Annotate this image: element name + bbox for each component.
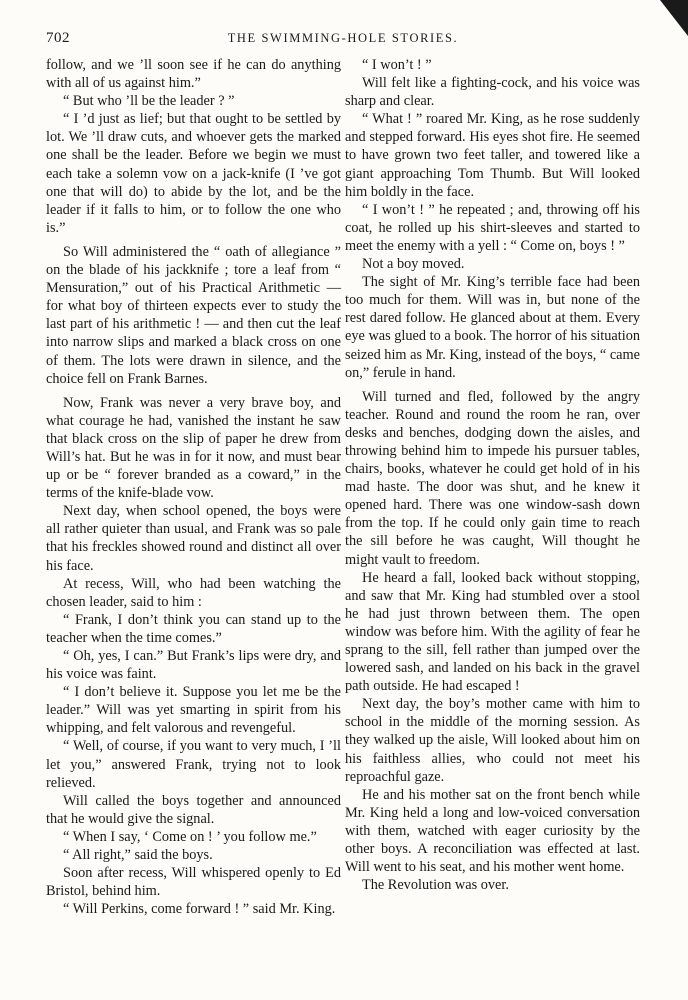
paragraph: “ Well, of course, if you want to very much, I ’ll let you,” answered Frank, trying not to look relieved. — [46, 738, 341, 791]
paragraph: “ When I say, ‘ Come on ! ’ you follow me.” — [63, 828, 317, 845]
paragraph: “ What ! ” roared Mr. King, as he rose suddenly and stepped forward. His eyes shot fire. He seemed to have grown two feet taller, and towered like a giant approaching Tom Thumb. But Will looked him boldly in the face. — [345, 111, 640, 200]
paragraph: “ I don’t believe it. Suppose you let me be the leader.” Will was yet smarting in spirit from his whipping, and felt valorous and revengeful. — [46, 684, 341, 737]
right-text-column — [345, 56, 640, 894]
paragraph: “ Oh, yes, I can.” But Frank’s lips were dry, and his voice was faint. — [46, 648, 341, 683]
page-corner-mark — [648, 0, 688, 40]
paragraph: He heard a fall, looked back without stopping, and saw that Mr. King had stumbled over a stool he had just thrown between them. The open window was before him. With the agility of fear he sprang to the sill, fell rather than jumped over the lowered sash, and landed on his back in the gravel path outside. He had escaped ! — [345, 569, 640, 695]
paragraph: “ I won’t ! ” he repeated ; and, throwing off his coat, he rolled up his shirt-sleeves and started to meet the enemy with a yell : “ Come on, boys ! ” — [345, 201, 640, 254]
paragraph: Will felt like a fighting-cock, and his voice was sharp and clear. — [345, 75, 640, 110]
paragraph: So Will administered the “ oath of allegiance ” on the blade of his jackknife ; tore a leaf from “ Mensuration,” out of his Practical Arithmetic — for what boy of thirteen expects ever to study the last part of his arithmetic ! — and then cut the leaf into narrow slips and marked a black cross on one of them. The lots were drawn in silence, and the choice fell on Frank Barnes. — [46, 243, 341, 387]
paragraph: He and his mother sat on the front bench while Mr. King held a long and low-voiced conversation with them, watched with eager curiosity by the other boys. A reconciliation was effected at last. Will went to his seat, and his mother went home. — [345, 786, 640, 876]
paragraph: “ Will Perkins, come forward ! ” said Mr. King. — [63, 901, 336, 918]
paragraph: Now, Frank was never a very brave boy, and what courage he had, vanished the instant he saw that black cross on the slip of paper he drew from Will’s hat. But he was in for it now, and must bear up or be “ forever branded as a coward,” in the terms of the knife-blade vow. — [46, 394, 341, 502]
paragraph: The sight of Mr. King’s terrible face had been too much for them. Will was in, but none of the rest dared follow. He glanced about at them. Every eye was glued to a book. The horror of his situation seized him as Mr. King, instead of the boys, “ came on,” ferule in hand. — [345, 274, 640, 381]
paragraph: Not a boy moved. — [362, 256, 465, 273]
paragraph: Next day, the boy’s mother came with him to school in the middle of the morning session. As they walked up the aisle, Will looked about him on his faithless allies, who could not meet his reproachful gaze. — [345, 696, 640, 785]
paragraph: follow, and we ’ll soon see if he can do anything with all of us against him.” — [46, 57, 341, 92]
paragraph: “ All right,” said the boys. — [63, 847, 213, 864]
page-header — [46, 30, 640, 50]
paragraph: “ Frank, I don’t think you can stand up to the teacher when the time comes.” — [46, 611, 341, 646]
paragraph: Will turned and fled, followed by the angry teacher. Round and round the room he ran, over desks and benches, dodging down the aisles, and throwing behind him to impede his pursuer tables, chairs, books, whatever he could get hold of in his mad haste. The door was shut, and he knew it opened hard. There was one window-sash down from the top. If he could only gain time to reach the sill before he was caught, Will thought he might vault to freedom. — [345, 388, 640, 568]
paragraph: “ I ’d just as lief; but that ought to be settled by lot. We ’ll draw cuts, and whoever gets the marked one shall be the leader. Before we begin we must each take a solemn vow on a jack-knife (I ’ve got one that will do) to abide by the lot, and be the leader if it falls to him, or to follow the one who is.” — [46, 111, 341, 236]
running-title: THE SWIMMING-HOLE STORIES. — [227, 31, 459, 45]
paragraph: At recess, Will, who had been watching the chosen leader, said to him : — [46, 575, 341, 610]
paragraph: Next day, when school opened, the boys were all rather quieter than usual, and Frank was so pale that his freckles showed round and distinct all over his face. — [46, 503, 341, 574]
paragraph: “ But who ’ll be the leader ? ” — [63, 93, 235, 110]
paragraph: Will called the boys together and announced that he would give the signal. — [46, 792, 341, 827]
paragraph: “ I won’t ! ” — [362, 57, 432, 73]
paragraph: Soon after recess, Will whispered openly to Ed Bristol, behind him. — [46, 865, 341, 900]
paragraph: The Revolution was over. — [362, 877, 509, 894]
left-text-column — [46, 56, 341, 918]
page-number: 702 — [46, 30, 70, 46]
